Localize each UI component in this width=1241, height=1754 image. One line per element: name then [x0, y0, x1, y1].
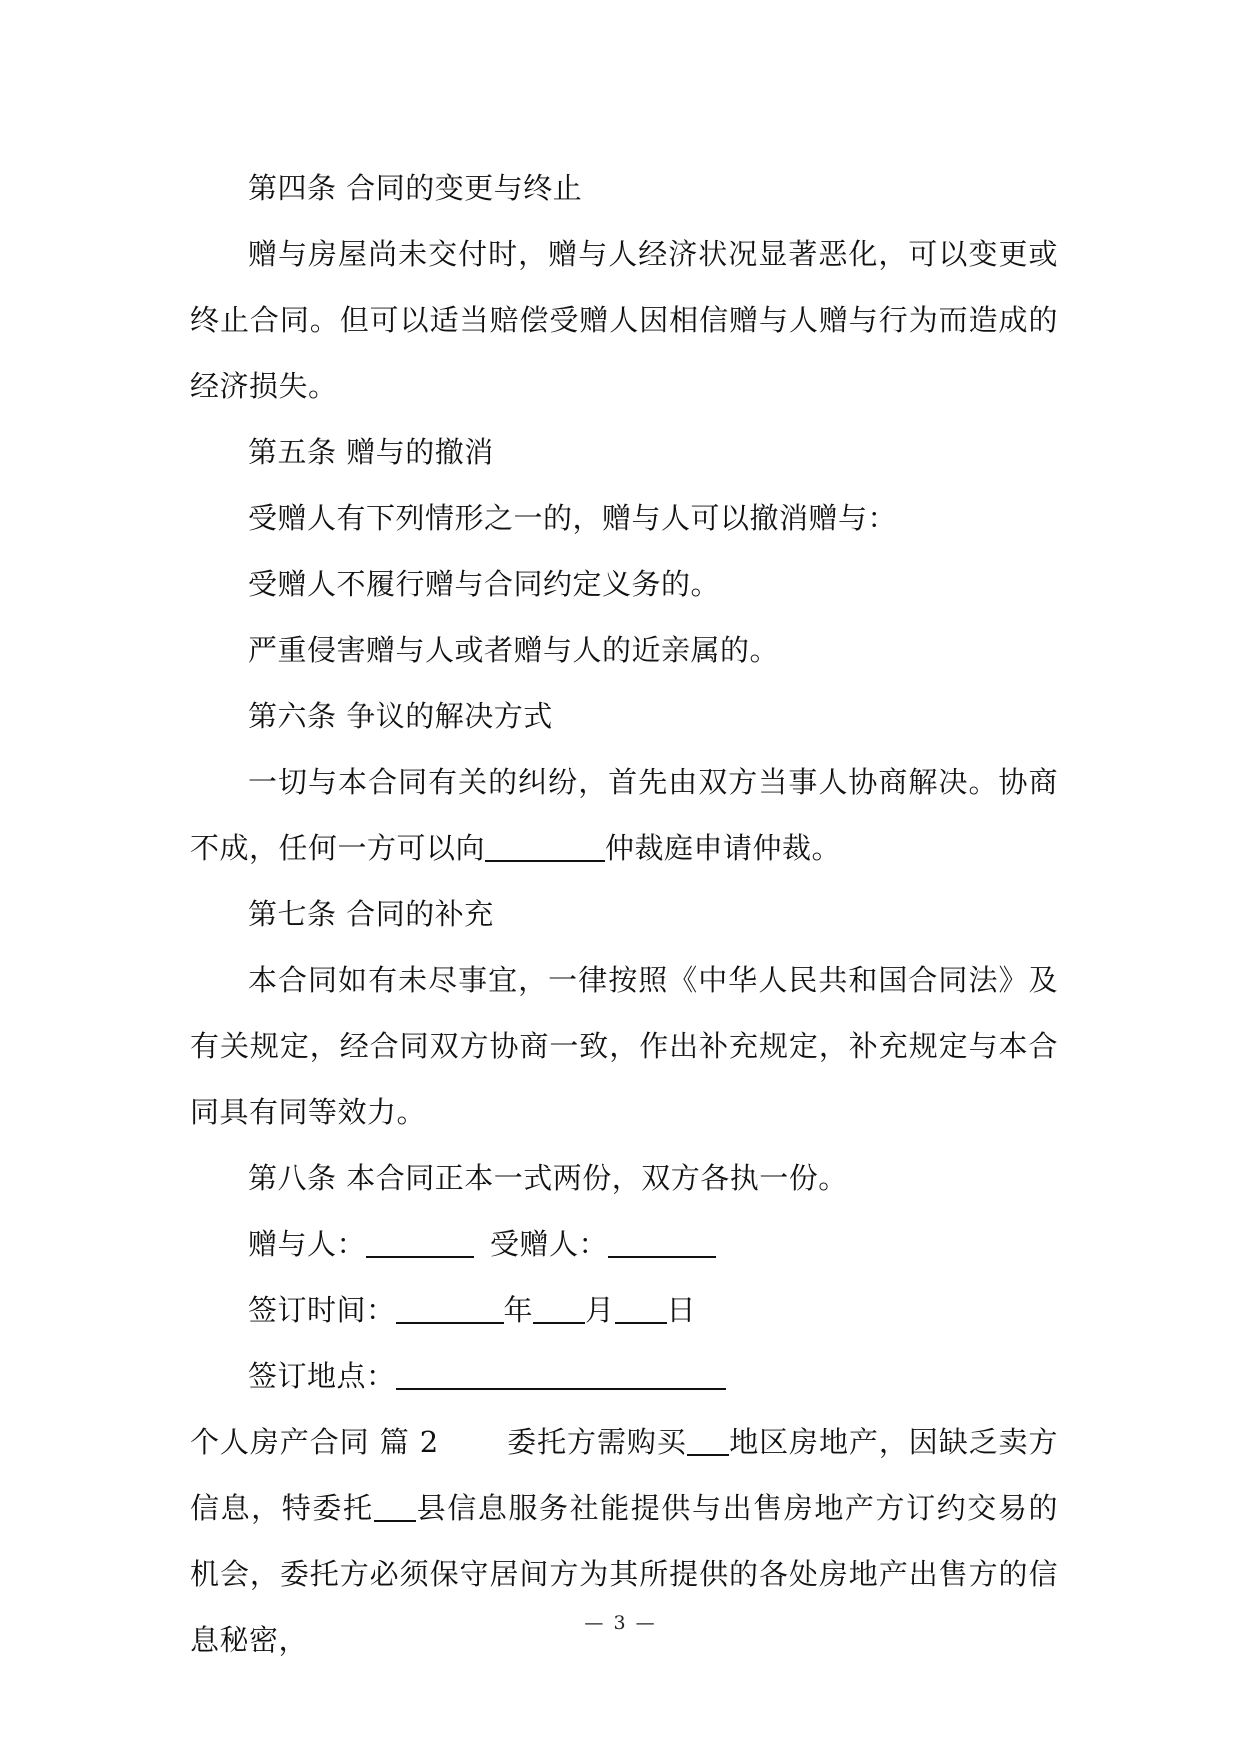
- article-6-body-before: 一切与本合同有关的纠纷，首先由双方当事人协商解决。协商不成，任何一方可以向: [190, 765, 1058, 865]
- article-5-item-2: 严重侵害赠与人或者赠与人的近亲属的。: [248, 633, 780, 667]
- article-6-body: [190, 749, 1058, 881]
- page-number: — 3 —: [584, 1612, 657, 1634]
- place-label: 签订地点：: [248, 1359, 396, 1393]
- article-6-title: 第六条 争议的解决方式: [248, 699, 553, 733]
- article-5-title: 第五条 赠与的撤消: [248, 435, 494, 469]
- article-7-body: 本合同如有未尽事宜，一律按照《中华人民共和国合同法》及有关规定，经合同双方协商一致，作出补充规定，补充规定与本合同具有同等效力。: [190, 963, 1058, 1129]
- donee-blank: [608, 1228, 716, 1258]
- place-blank: [396, 1360, 726, 1390]
- signing-date-line: [190, 1277, 1058, 1343]
- donee-label: 受赠人：: [490, 1227, 609, 1261]
- month-blank: [533, 1294, 585, 1324]
- year-blank: [396, 1294, 504, 1324]
- article-5-item-1: 受赠人不履行赠与合同约定义务的。: [248, 567, 721, 601]
- year-label: 年: [503, 1293, 534, 1327]
- month-label: 月: [585, 1293, 615, 1327]
- section-2-part-1: 委托方需购买: [506, 1425, 687, 1459]
- article-7-title: 第七条 合同的补充: [248, 897, 494, 931]
- county-blank: [374, 1492, 416, 1522]
- document-body: [190, 155, 1058, 1673]
- article-4-body: 赠与房屋尚未交付时，赠与人经济状况显著恶化，可以变更或终止合同。但可以适当赔偿受赠人因相信赠与人赠与行为而造成的经济损失。: [190, 237, 1058, 403]
- section-2-part-2: 地区房地产，因缺乏卖方信息，特委托: [190, 1425, 1058, 1525]
- region-blank: [687, 1426, 729, 1456]
- article-8-title: 第八条 本合同正本一式两份，双方各执一份。: [248, 1161, 848, 1195]
- article-6-body-after: 仲裁庭申请仲裁。: [605, 831, 842, 865]
- day-label: 日: [666, 1293, 697, 1327]
- section-2-part-3: 县信息服务社能提供与出售房地产方订约交易的机会，委托方必须保守居间方为其所提供的各处房地产出售方的信息秘密，: [190, 1491, 1058, 1657]
- article-4-title: 第四条 合同的变更与终止: [248, 171, 583, 205]
- signing-place-line: [190, 1343, 1058, 1409]
- date-label: 签订时间：: [248, 1293, 396, 1327]
- donor-label: 赠与人：: [248, 1227, 367, 1261]
- section-2-heading: 个人房产合同 篇 2: [190, 1425, 439, 1459]
- article-5-intro: 受赠人有下列情形之一的，赠与人可以撤消赠与：: [248, 501, 898, 535]
- donor-blank: [366, 1228, 474, 1258]
- day-blank: [615, 1294, 667, 1324]
- arbitration-blank: [485, 832, 605, 862]
- signature-parties-line: [190, 1211, 1058, 1277]
